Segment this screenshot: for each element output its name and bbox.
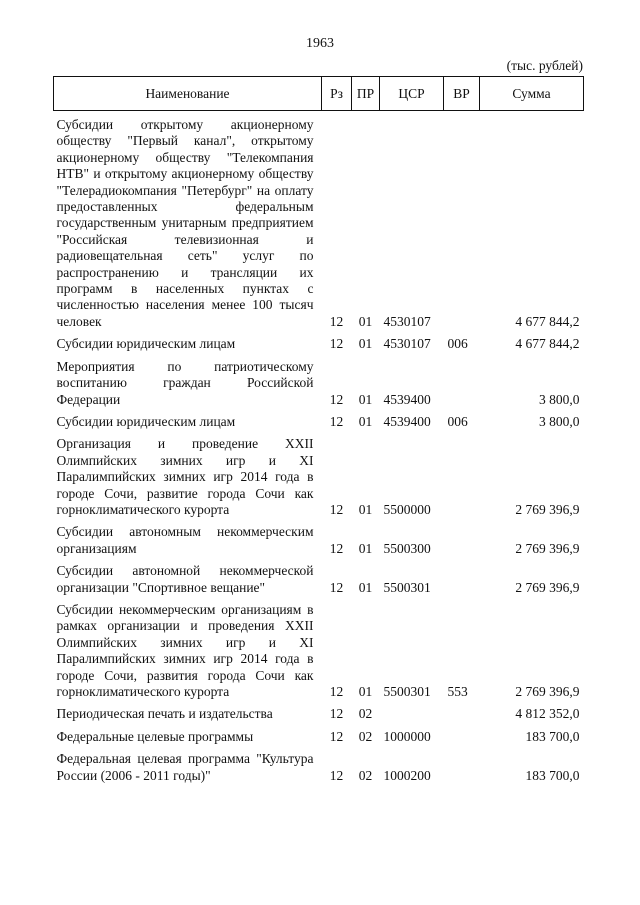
row-name: Субсидии автономной некоммерческой организации "Спортивное вещание" (56, 563, 314, 595)
row-sum: 2 769 396,9 (515, 684, 580, 699)
table-header (54, 77, 584, 111)
table-row (54, 602, 584, 706)
row-csr: 4539400 (383, 413, 431, 429)
row-name: Периодическая печать и издательства (56, 706, 273, 722)
row-rz: 12 (329, 391, 344, 407)
row-vr (444, 706, 480, 728)
row-rz: 12 (329, 579, 344, 595)
table-row (54, 111, 584, 337)
page-number: 1963 (306, 36, 334, 51)
row-vr (444, 436, 480, 524)
row-name: Мероприятия по патриотическому воспитанию граждан Российской Федерации (56, 358, 314, 407)
row-rz: 12 (329, 706, 344, 722)
row-name: Субсидии автономным некоммерческим организациям (56, 524, 314, 556)
row-sum: 2 769 396,9 (515, 579, 580, 595)
row-rz: 12 (329, 313, 344, 329)
row-pr: 01 (358, 540, 373, 556)
row-csr: 4530107 (383, 336, 431, 352)
table-row (54, 706, 584, 728)
row-pr: 01 (358, 413, 373, 429)
row-name: Организация и проведение XXII Олимпийских зимних игр и XI Паралимпийских зимних игр 2014 года в городе Сочи, развитие города Сочи как горноклиматического курорта (56, 436, 314, 517)
row-vr (444, 359, 480, 414)
row-name: Субсидии юридическим лицам (56, 336, 236, 352)
row-rz: 12 (329, 767, 344, 783)
row-vr: 553 (447, 684, 468, 699)
row-vr: 006 (447, 336, 468, 352)
row-rz: 12 (329, 336, 344, 352)
row-rz: 12 (329, 413, 344, 429)
col-header-name: Наименование (54, 77, 322, 111)
row-name: Федеральная целевая программа "Культура России (2006 - 2011 годы)" (56, 751, 314, 783)
row-vr (444, 563, 480, 602)
row-pr: 01 (358, 579, 373, 595)
col-header-sum: Сумма (480, 77, 584, 111)
col-header-rz: Рз (322, 77, 352, 111)
row-csr (380, 706, 444, 728)
row-name: Субсидии юридическим лицам (56, 413, 236, 429)
row-sum: 2 769 396,9 (515, 540, 580, 556)
row-pr: 02 (358, 706, 373, 722)
row-rz: 12 (329, 501, 344, 517)
row-rz: 12 (329, 684, 344, 699)
row-sum: 4 677 844,2 (515, 336, 580, 352)
row-csr: 1000200 (383, 767, 431, 783)
row-vr (444, 524, 480, 563)
table-body (54, 111, 584, 791)
row-name: Субсидии открытому акционерному обществу "Первый канал", открытому акционерному обществу "Телекомпания НТВ" и открытому акционерному обществу "Телерадиокомпания "Петербург" на оплату предоставленных федеральным государственным унитарным предприятием "Российская телевизионная и радиовещательная сеть" услуг по распространению и трансляции их программ в населенных пунктах с численностью населения менее 100 тысяч человек (56, 117, 314, 329)
col-header-csr: ЦСР (380, 77, 444, 111)
row-sum: 4 812 352,0 (515, 706, 580, 722)
row-csr: 5500300 (383, 540, 431, 556)
row-name: Федеральные целевые программы (56, 728, 254, 744)
row-sum: 2 769 396,9 (515, 501, 580, 517)
table-row (54, 751, 584, 790)
row-name: Субсидии некоммерческим организациям в рамках организации и проведения XXII Олимпийских зимних игр и XI Паралимпийских зимних игр 2014 года в городе Сочи, развития города Сочи как горноклиматического курорта (56, 601, 314, 699)
row-vr: 006 (447, 413, 468, 429)
row-csr: 1000000 (383, 728, 431, 744)
col-header-pr: ПР (352, 77, 380, 111)
row-csr: 4539400 (383, 391, 431, 407)
row-pr: 01 (358, 313, 373, 329)
row-vr (444, 111, 480, 337)
row-sum: 183 700,0 (525, 767, 580, 783)
unit-note: (тыс. рублей) (506, 58, 583, 73)
table-row (54, 563, 584, 602)
row-csr: 5500301 (383, 684, 431, 699)
row-sum: 3 800,0 (539, 391, 580, 407)
row-pr: 02 (358, 767, 373, 783)
row-vr (444, 729, 480, 751)
table-row (54, 336, 584, 358)
table-row (54, 524, 584, 563)
row-csr: 5500301 (383, 579, 431, 595)
col-header-vr: ВР (444, 77, 480, 111)
row-pr: 02 (358, 728, 373, 744)
table-row (54, 436, 584, 524)
row-csr: 4530107 (383, 313, 431, 329)
row-csr: 5500000 (383, 501, 431, 517)
row-pr: 01 (358, 336, 373, 352)
row-sum: 183 700,0 (525, 728, 580, 744)
table-row (54, 414, 584, 436)
budget-table (53, 76, 584, 790)
row-sum: 4 677 844,2 (515, 313, 580, 329)
row-rz: 12 (329, 728, 344, 744)
row-vr (444, 751, 480, 790)
table-row (54, 359, 584, 414)
row-sum: 3 800,0 (539, 413, 580, 429)
table-row (54, 729, 584, 751)
row-rz: 12 (329, 540, 344, 556)
row-pr: 01 (358, 391, 373, 407)
row-pr: 01 (358, 684, 373, 699)
row-pr: 01 (358, 501, 373, 517)
